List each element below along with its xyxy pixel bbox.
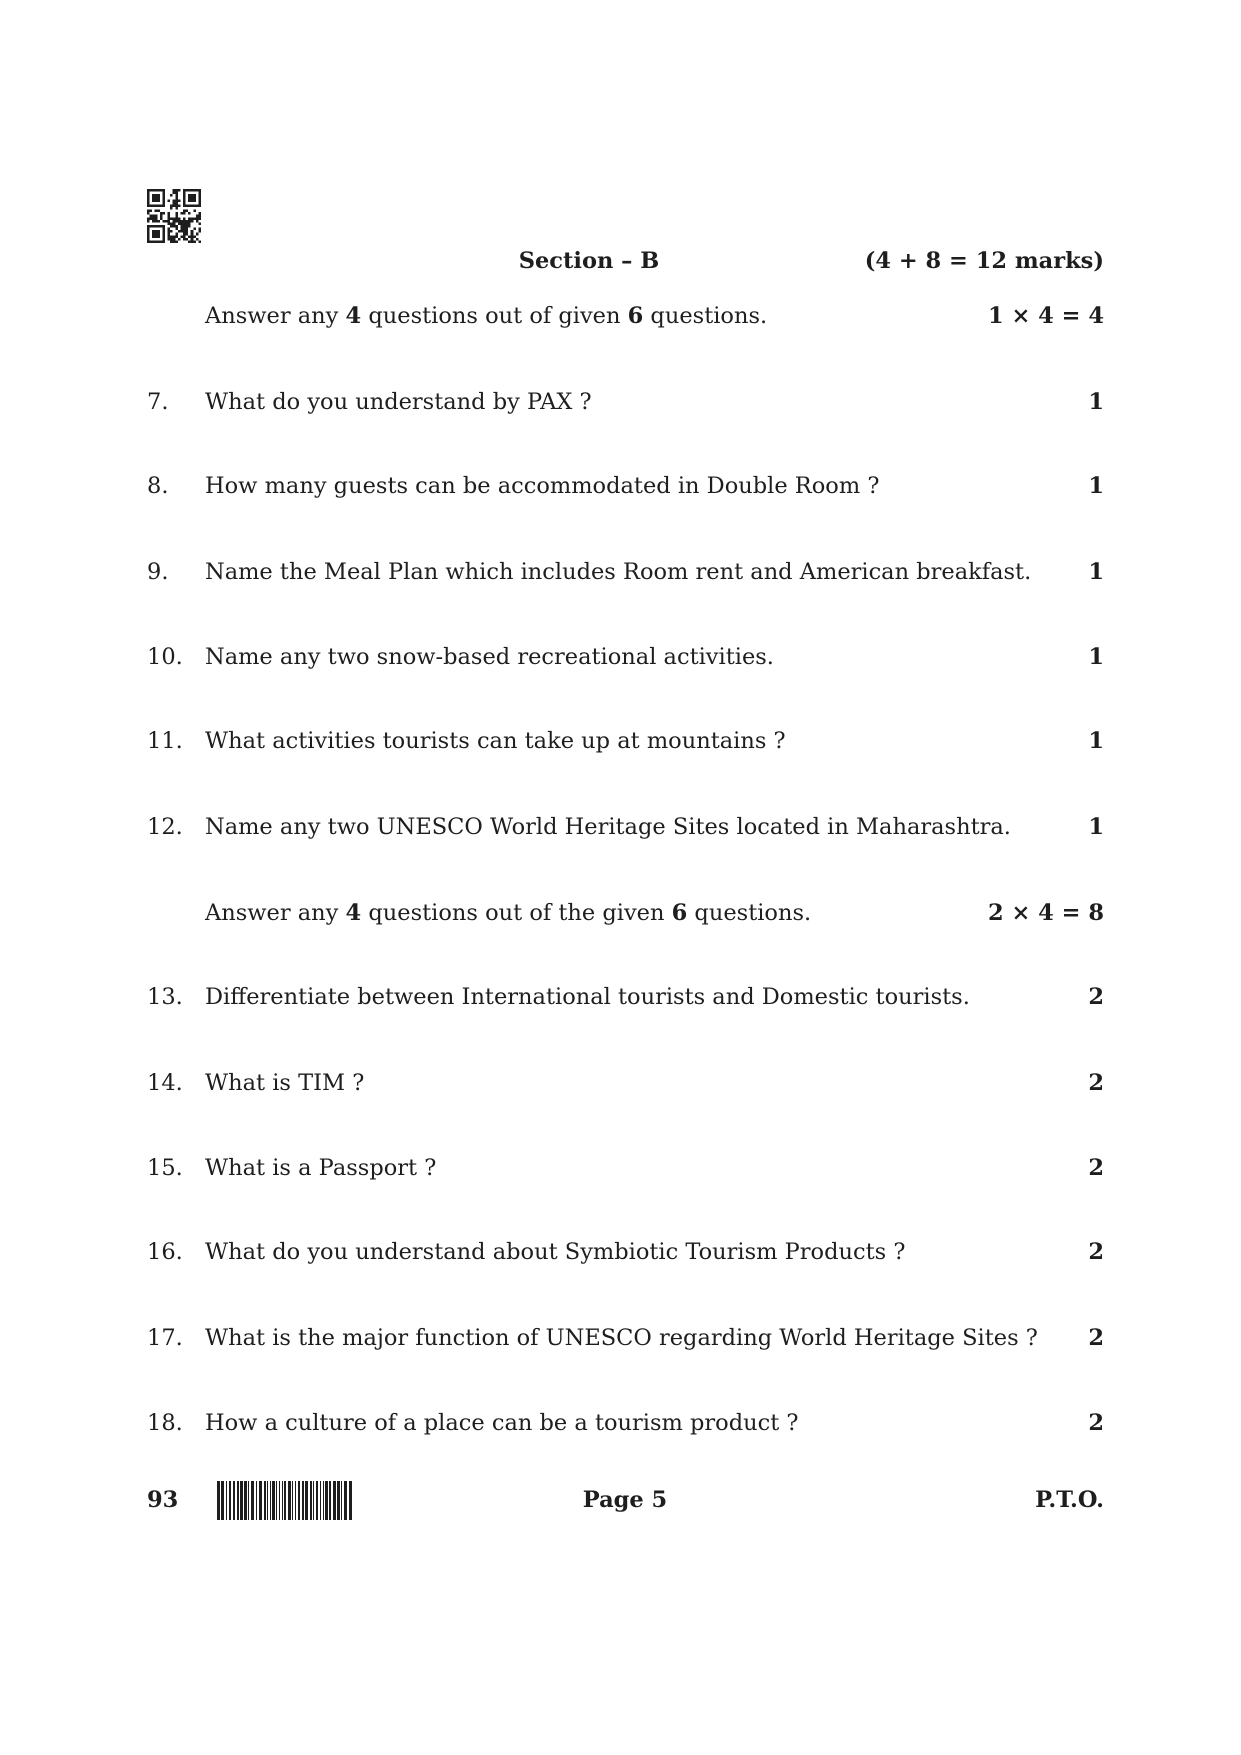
question-row (0, 471, 1241, 501)
paper-code: 93 (147, 1487, 179, 1513)
question-number: 8. (147, 473, 169, 499)
question-row (0, 642, 1241, 672)
question-marks: 2 (1088, 1325, 1104, 1351)
marks-formula: 1 × 4 = 4 (987, 303, 1104, 329)
instruction-segment: questions. (687, 900, 812, 926)
question-number: 9. (147, 559, 169, 585)
question-marks: 1 (1088, 728, 1104, 754)
instruction-text (205, 301, 767, 331)
question-marks: 2 (1088, 984, 1104, 1010)
section-title: Section – B (518, 248, 660, 274)
question-row (0, 1068, 1241, 1098)
instruction-count: 4 (345, 900, 362, 926)
question-text: How a culture of a place can be a tourism product ? (205, 1410, 799, 1436)
marks-formula: 2 × 4 = 8 (987, 900, 1104, 926)
question-text: What do you understand by PAX ? (205, 389, 592, 415)
question-marks: 2 (1088, 1155, 1104, 1181)
question-marks: 1 (1088, 644, 1104, 670)
section-header (0, 246, 1241, 276)
question-row (0, 1153, 1241, 1183)
question-number: 11. (147, 728, 183, 754)
question-text: What is a Passport ? (205, 1155, 437, 1181)
pto-label: P.T.O. (1035, 1487, 1104, 1513)
question-marks: 1 (1088, 559, 1104, 585)
question-text: What is TIM ? (205, 1070, 365, 1096)
question-row (0, 982, 1241, 1012)
instruction-segment: questions out of the given (361, 900, 672, 926)
question-row (0, 387, 1241, 417)
instruction-segment: Answer any (205, 900, 346, 926)
barcode-icon (217, 1481, 352, 1520)
question-row (0, 557, 1241, 587)
question-text: Name any two snow-based recreational activities. (205, 644, 774, 670)
instruction-segment: questions out of given (361, 303, 628, 329)
question-marks: 1 (1088, 814, 1104, 840)
section-total-marks: (4 + 8 = 12 marks) (864, 248, 1104, 274)
question-row (0, 1323, 1241, 1353)
question-number: 17. (147, 1325, 183, 1351)
question-text: Name the Meal Plan which includes Room rent and American breakfast. (205, 559, 1032, 585)
question-row (0, 1408, 1241, 1438)
question-text: Differentiate between International tourists and Domestic tourists. (205, 984, 970, 1010)
question-row (0, 1237, 1241, 1267)
instruction-segment: questions. (643, 303, 768, 329)
page-footer (0, 1485, 1241, 1515)
question-number: 13. (147, 984, 183, 1010)
question-marks: 2 (1088, 1239, 1104, 1265)
instruction-count: 6 (671, 900, 688, 926)
question-text: What activities tourists can take up at mountains ? (205, 728, 786, 754)
qr-code-icon (147, 189, 201, 243)
question-number: 14. (147, 1070, 183, 1096)
instruction-count: 4 (345, 303, 362, 329)
question-marks: 2 (1088, 1410, 1104, 1436)
instruction-row (0, 898, 1241, 928)
instruction-segment: Answer any (205, 303, 346, 329)
question-number: 15. (147, 1155, 183, 1181)
instruction-count: 6 (627, 303, 644, 329)
question-number: 16. (147, 1239, 183, 1265)
question-row (0, 812, 1241, 842)
instruction-text (205, 898, 811, 928)
instruction-row (0, 301, 1241, 331)
question-number: 7. (147, 389, 169, 415)
question-text: How many guests can be accommodated in Double Room ? (205, 473, 880, 499)
question-marks: 1 (1088, 389, 1104, 415)
page-number: Page 5 (582, 1487, 668, 1513)
question-text: Name any two UNESCO World Heritage Sites located in Maharashtra. (205, 814, 1011, 840)
question-marks: 2 (1088, 1070, 1104, 1096)
question-text: What do you understand about Symbiotic Tourism Products ? (205, 1239, 906, 1265)
question-row (0, 726, 1241, 756)
question-marks: 1 (1088, 473, 1104, 499)
question-number: 10. (147, 644, 183, 670)
question-number: 18. (147, 1410, 183, 1436)
question-number: 12. (147, 814, 183, 840)
question-text: What is the major function of UNESCO regarding World Heritage Sites ? (205, 1325, 1038, 1351)
